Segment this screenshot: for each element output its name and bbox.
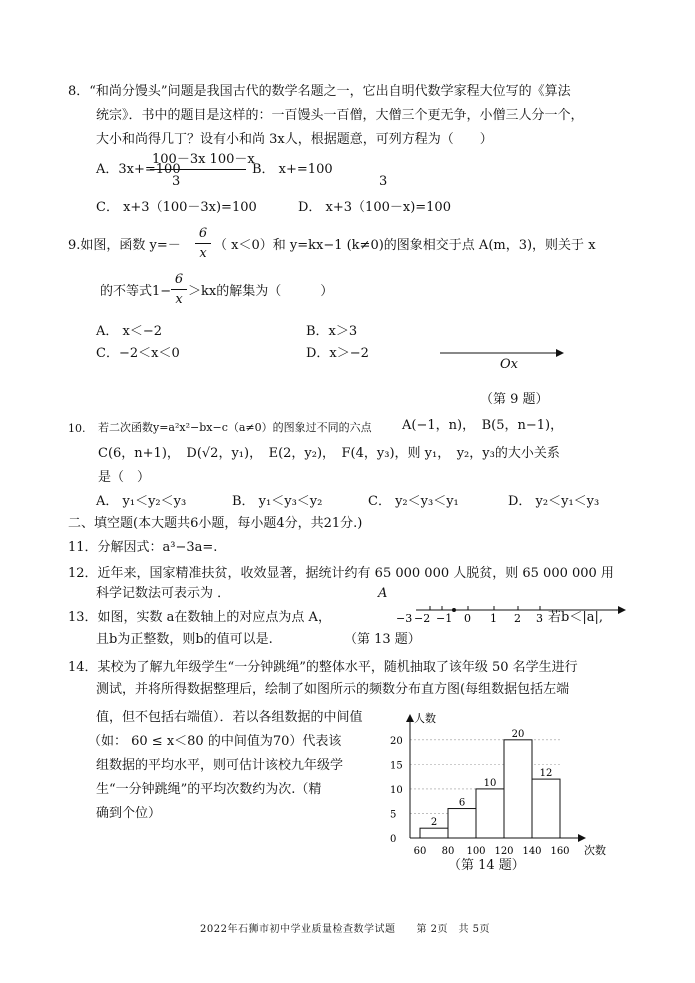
q9-caption: （第 9 题） bbox=[480, 392, 549, 407]
histogram-x-tick: 100 bbox=[466, 846, 486, 857]
q9-fraction-denominator: x bbox=[199, 246, 207, 261]
page-footer: 2022年石狮市初中学业质量检查数学试题 第 2页 共 5页 bbox=[200, 924, 491, 935]
q13-caption: （第 13 题） bbox=[344, 632, 421, 647]
histogram-y-tick: 10 bbox=[390, 784, 403, 796]
q8-line2: 统宗》．书中的题目是这样的：一百馒头一百僧，大僧三个更无争，小僧三人分一个， bbox=[96, 108, 584, 123]
q10-line1-points: A(−1，n)， B(5，n−1)， bbox=[402, 418, 564, 433]
q14-line2: 测试，并将所得数据整理后，绘制了如图所示的频数分布直方图(每组数据包括左端 bbox=[96, 682, 570, 697]
histogram-bar bbox=[504, 740, 532, 838]
q9-fraction-numerator: 6 bbox=[198, 226, 208, 241]
histogram-x-tick: 80 bbox=[441, 846, 455, 857]
q10-line1: 若二次函数y=a²x²−bx−c（a≠0）的图象过不同的六点 bbox=[98, 421, 372, 434]
q9-fraction-bar bbox=[195, 243, 211, 244]
q14-line1: 14．某校为了解九年级学生“一分钟跳绳”的整体水平，随机抽取了该年级 50 名学生进行 bbox=[68, 660, 578, 675]
q13-tick-label: 2 bbox=[514, 612, 521, 625]
q13-point-a-label: A bbox=[378, 586, 388, 601]
q9-line2-fraction-numerator: 6 bbox=[174, 272, 184, 287]
q10-number: 10. bbox=[68, 422, 86, 435]
q13-tick-label: 0 bbox=[464, 612, 471, 625]
q13-tick-label: 1 bbox=[490, 612, 497, 625]
histogram-x-tick: 60 bbox=[413, 846, 427, 857]
histogram-bar-value: 6 bbox=[458, 797, 466, 809]
q10-line2: C(6，n+1)， D(√2，y₁)， E(2，y₂)， F(4，y₃)，则 y₁， y₂，y₃的大小关系 bbox=[98, 446, 560, 461]
histogram-bar bbox=[448, 809, 476, 838]
q13-line1: 13．如图，实数 a在数轴上的对应点为点 A， bbox=[68, 610, 331, 625]
q13-line2: 且b为正整数，则b的值可以是. bbox=[96, 632, 273, 647]
histogram-bar-value: 20 bbox=[511, 728, 525, 740]
histogram-y-tick: 0 bbox=[390, 834, 397, 845]
q10-option-d: D． y₂＜y₁＜y₃ bbox=[508, 494, 600, 509]
frequency-histogram bbox=[380, 712, 606, 862]
q14-line6: 生“一分钟跳绳”的平均次数约为次.（精 bbox=[96, 782, 322, 797]
q9-option-d: D．x＞−2 bbox=[306, 346, 369, 361]
q9-option-a: A． x＜−2 bbox=[96, 324, 163, 339]
histogram-bar bbox=[532, 779, 560, 838]
histogram-y-tick: 5 bbox=[390, 809, 397, 821]
q14-line7: 确到个位） bbox=[96, 806, 162, 821]
histogram-x-tick: 140 bbox=[522, 846, 542, 857]
histogram-x-tick: 120 bbox=[494, 846, 514, 857]
q10-option-b: B． y₁＜y₃＜y₂ bbox=[232, 494, 323, 509]
histogram-bar-value: 10 bbox=[483, 777, 497, 789]
q13-tail: 若b＜|a|, bbox=[548, 610, 603, 625]
q8-option-b-denominator: 3 bbox=[379, 174, 388, 189]
q9-line2-fraction-denominator: x bbox=[175, 292, 183, 307]
histogram-bar bbox=[476, 789, 504, 838]
q13-tick-label: −2 bbox=[414, 612, 431, 625]
section-two-heading: 二、填空题(本大题共6小题，每小题4分，共21分.) bbox=[68, 516, 363, 531]
q12-line1: 12．近年来，国家精准扶贫，收效显著，据统计约有 65 000 000 人脱贫，则 65 000 000 用 bbox=[68, 566, 614, 581]
histogram-y-axis-label: 人数 bbox=[414, 712, 436, 725]
q9-line2-end: ＞kx的解集为（ ） bbox=[188, 284, 334, 299]
q10-line3: 是（ ） bbox=[98, 470, 151, 485]
histogram-y-tick: 20 bbox=[390, 735, 403, 747]
q9-line2-start: 的不等式1− bbox=[100, 284, 172, 299]
histogram-bar-value: 2 bbox=[430, 817, 438, 829]
q9-line1-end: （ x＜0）和 y=kx−1 (k≠0)的图象相交于点 A(m，3)，则关于 x bbox=[214, 238, 596, 253]
q9-line1-start: 9.如图，函数 y=－ bbox=[68, 238, 181, 253]
q14-line5: 组数据的平均水平，则可估计该校九年级学 bbox=[96, 758, 344, 773]
q14-line3: 值，但不包括右端值）．若以各组数据的中间值 bbox=[96, 710, 363, 725]
q8-option-a: A．3x+=100 bbox=[96, 162, 181, 177]
q8-line1: 8．“和尚分馒头”问题是我国古代的数学名题之一，它出自明代数学家程大位写的《算法 bbox=[68, 84, 571, 99]
q8-line3: 大小和尚得几丁？设有小和尚 3x人，根据题意，可列方程为（ ） bbox=[96, 132, 493, 147]
q8-option-d: D． x+3（100－x)=100 bbox=[298, 200, 451, 215]
histogram-y-tick: 15 bbox=[390, 760, 403, 772]
q12-line2: 科学记数法可表示为 ． bbox=[96, 586, 231, 601]
q14-line4: （如： 60 ≤ x＜80 的中间值为70）代表该 bbox=[88, 734, 342, 749]
q9-option-c: C．−2＜x＜0 bbox=[96, 346, 180, 361]
q9-option-b: B．x＞3 bbox=[306, 324, 358, 339]
q13-tick-label: 3 bbox=[536, 612, 543, 625]
q8-option-b: B． x+=100 bbox=[252, 162, 333, 177]
q10-option-a: A． y₁＜y₂＜y₃ bbox=[96, 494, 187, 509]
q8-option-c: C． x+3（100－3x)=100 bbox=[96, 200, 257, 215]
q9-line2-fraction-bar bbox=[171, 289, 187, 290]
q14-caption: （第 14 题） bbox=[448, 858, 525, 873]
q8-option-a-denominator: 3 bbox=[172, 174, 181, 189]
q8-option-a-numerators: 100－3x 100－x bbox=[152, 152, 255, 167]
q11: 11．分解因式：a³−3a=. bbox=[68, 540, 218, 555]
histogram-bar bbox=[420, 828, 448, 838]
q13-tick-label: −1 bbox=[436, 612, 453, 625]
q13-tick-label: −3 bbox=[396, 612, 413, 625]
histogram-bar-value: 12 bbox=[539, 768, 553, 780]
q9-figure-label: Ox bbox=[500, 357, 518, 372]
histogram-x-axis-label: 次数 bbox=[584, 844, 606, 857]
q10-option-c: C． y₂＜y₃＜y₁ bbox=[368, 494, 459, 509]
histogram-x-tick: 160 bbox=[550, 846, 570, 857]
